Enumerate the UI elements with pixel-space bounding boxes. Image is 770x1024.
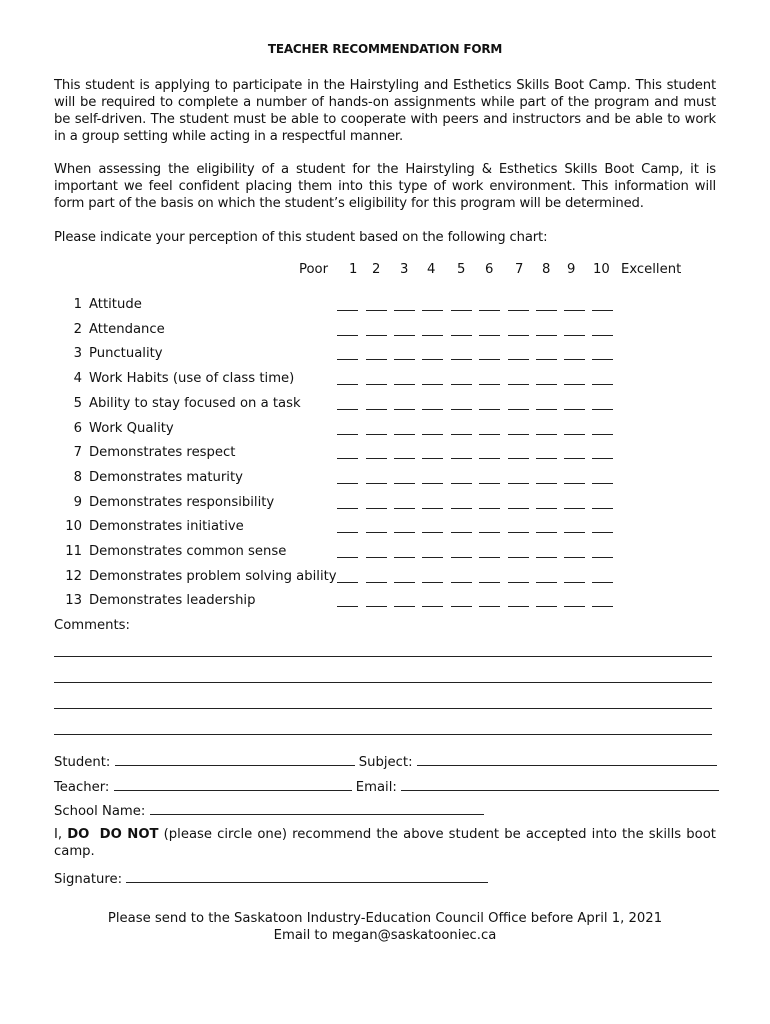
rating-blank-4[interactable] (422, 310, 443, 311)
eligibility-paragraph: When assessing the eligibility of a student for the Hairstyling & Esthetics Skills Boot Camp, it is important we feel confident placing them into this type of work environment. This information will form part of the basis on which the student’s eligibility for this program will be determined. (54, 162, 716, 211)
criterion-number: 8 (73, 469, 82, 485)
rating-blank-1[interactable] (337, 458, 358, 459)
scale-number-6: 6 (485, 262, 494, 277)
scale-number-4: 4 (427, 262, 436, 277)
rating-blank-5[interactable] (451, 532, 472, 533)
rating-blank-3[interactable] (394, 532, 415, 533)
rating-blank-5[interactable] (451, 458, 472, 459)
rating-blank-3[interactable] (394, 557, 415, 558)
rating-blank-3[interactable] (394, 582, 415, 583)
scale-number-2: 2 (372, 262, 381, 277)
scale-number-3: 3 (400, 262, 409, 277)
comments-label: Comments: (54, 618, 130, 633)
rating-blank-10[interactable] (592, 532, 613, 533)
rating-blank-5[interactable] (451, 483, 472, 484)
rating-blank-10[interactable] (592, 483, 613, 484)
rating-blank-7[interactable] (508, 532, 529, 533)
rating-blank-8[interactable] (536, 557, 557, 558)
rating-blank-6[interactable] (479, 508, 500, 509)
signature-row (54, 870, 488, 888)
rating-blank-2[interactable] (366, 532, 387, 533)
student-subject-row (54, 753, 717, 771)
rating-row (0, 593, 770, 613)
rating-blank-4[interactable] (422, 409, 443, 410)
rating-blank-9[interactable] (564, 359, 585, 360)
rating-blank-6[interactable] (479, 458, 500, 459)
rating-blank-4[interactable] (422, 508, 443, 509)
rating-row (0, 322, 770, 342)
intro-paragraph: This student is applying to participate in the Hairstyling and Esthetics Skills Boot Camp. This student will be required to complete a number of hands-on assignments while part of the program and must be self-driven. The student must be able to cooperate with peers and instructors and be able to work in a group setting while acting in a respectful manner. (54, 78, 716, 144)
criterion-label: Demonstrates common sense (89, 544, 287, 559)
criterion-number: 13 (65, 593, 82, 609)
rating-blank-6[interactable] (479, 409, 500, 410)
criterion-number: 1 (73, 297, 82, 312)
rating-blank-1[interactable] (337, 483, 358, 484)
rating-blank-4[interactable] (422, 458, 443, 459)
scale-high-label: Excellent (621, 262, 682, 277)
rating-blank-8[interactable] (536, 409, 557, 410)
comment-line[interactable] (54, 656, 712, 657)
rating-blank-10[interactable] (592, 384, 613, 385)
rating-blank-2[interactable] (366, 359, 387, 360)
rating-blank-3[interactable] (394, 483, 415, 484)
rating-blank-8[interactable] (536, 508, 557, 509)
rating-blank-2[interactable] (366, 384, 387, 385)
rating-blank-8[interactable] (536, 483, 557, 484)
criterion-label: Demonstrates initiative (89, 519, 244, 535)
comment-line[interactable] (54, 682, 712, 683)
criterion-label: Work Quality (89, 420, 174, 436)
signature-label: Signature: (54, 872, 123, 887)
rating-blank-4[interactable] (422, 582, 443, 583)
rating-blank-5[interactable] (451, 582, 472, 583)
scale-number-8: 8 (542, 262, 551, 277)
rating-blank-8[interactable] (536, 384, 557, 385)
subject-label: Subject: (358, 755, 413, 770)
rating-blank-6[interactable] (479, 384, 500, 385)
rating-row (0, 346, 770, 366)
rating-blank-8[interactable] (536, 582, 557, 583)
option-do[interactable]: DO (67, 827, 90, 842)
student-field[interactable] (115, 753, 355, 766)
rating-blank-6[interactable] (479, 335, 500, 336)
criterion-number: 2 (73, 321, 82, 337)
rating-blank-8[interactable] (536, 606, 557, 607)
rating-blank-7[interactable] (508, 508, 529, 509)
rating-blank-10[interactable] (592, 508, 613, 509)
rating-blank-3[interactable] (394, 409, 415, 410)
rating-blank-4[interactable] (422, 335, 443, 336)
rating-blank-3[interactable] (394, 508, 415, 509)
school-name-field[interactable] (150, 802, 484, 815)
rating-blank-4[interactable] (422, 606, 443, 607)
rating-blank-5[interactable] (451, 359, 472, 360)
rating-blank-8[interactable] (536, 434, 557, 435)
rating-blank-9[interactable] (564, 532, 585, 533)
rating-blank-9[interactable] (564, 483, 585, 484)
comment-line[interactable] (54, 734, 712, 735)
rating-blank-10[interactable] (592, 434, 613, 435)
rating-blank-6[interactable] (479, 359, 500, 360)
rating-blank-2[interactable] (366, 434, 387, 435)
rating-blank-3[interactable] (394, 359, 415, 360)
option-do-not[interactable]: DO NOT (99, 827, 159, 842)
rating-row (0, 371, 770, 391)
rating-blank-5[interactable] (451, 335, 472, 336)
rating-blank-6[interactable] (479, 557, 500, 558)
scale-number-10: 10 (593, 262, 610, 277)
rating-blank-4[interactable] (422, 384, 443, 385)
rating-blank-10[interactable] (592, 335, 613, 336)
rating-blank-2[interactable] (366, 483, 387, 484)
rating-blank-9[interactable] (564, 458, 585, 459)
criterion-label: Attitude (89, 297, 142, 312)
rating-blank-1[interactable] (337, 384, 358, 385)
rating-blank-3[interactable] (394, 434, 415, 435)
rating-blank-7[interactable] (508, 310, 529, 311)
criterion-label: Ability to stay focused on a task (89, 395, 301, 411)
rating-blank-8[interactable] (536, 458, 557, 459)
rating-blank-1[interactable] (337, 606, 358, 607)
scale-number-9: 9 (567, 262, 576, 277)
rating-blank-1[interactable] (337, 434, 358, 435)
rating-blank-7[interactable] (508, 409, 529, 410)
rating-row (0, 544, 770, 564)
rating-blank-1[interactable] (337, 409, 358, 410)
rating-blank-10[interactable] (592, 310, 613, 311)
rating-blank-1[interactable] (337, 508, 358, 509)
rating-blank-5[interactable] (451, 409, 472, 410)
rating-blank-9[interactable] (564, 384, 585, 385)
recommendation-statement (54, 826, 716, 860)
rating-blank-2[interactable] (366, 409, 387, 410)
rating-scale-header (0, 262, 770, 280)
criterion-label: Demonstrates problem solving ability (89, 568, 337, 584)
rating-blank-2[interactable] (366, 582, 387, 583)
rating-blank-4[interactable] (422, 483, 443, 484)
rating-blank-9[interactable] (564, 557, 585, 558)
rating-blank-2[interactable] (366, 557, 387, 558)
criterion-number: 5 (73, 395, 82, 411)
rating-blank-3[interactable] (394, 310, 415, 311)
rating-blank-5[interactable] (451, 557, 472, 558)
rating-blank-9[interactable] (564, 335, 585, 336)
criterion-label: Demonstrates leadership (89, 593, 256, 609)
rating-blank-2[interactable] (366, 458, 387, 459)
rating-row (0, 445, 770, 465)
teacher-label: Teacher: (54, 780, 110, 795)
rating-blank-9[interactable] (564, 582, 585, 583)
recommend-prefix: I, (54, 827, 68, 842)
rating-blank-4[interactable] (422, 557, 443, 558)
criterion-label: Demonstrates maturity (89, 469, 243, 485)
signature-field[interactable] (126, 870, 488, 883)
footer-instructions: Please send to the Saskatoon Industry-Education Council Office before April 1, 2021 (107, 911, 663, 926)
rating-blank-6[interactable] (479, 532, 500, 533)
criterion-number: 12 (65, 568, 82, 584)
rating-blank-6[interactable] (479, 310, 500, 311)
rating-blank-1[interactable] (337, 310, 358, 311)
rating-row (0, 519, 770, 539)
rating-blank-10[interactable] (592, 582, 613, 583)
rating-blank-2[interactable] (366, 606, 387, 607)
rating-blank-7[interactable] (508, 483, 529, 484)
rating-blank-1[interactable] (337, 582, 358, 583)
footer-email: Email to megan@saskatooniec.ca (273, 928, 497, 943)
student-label: Student: (54, 755, 111, 770)
rating-blank-7[interactable] (508, 458, 529, 459)
rating-blank-5[interactable] (451, 508, 472, 509)
rating-blank-5[interactable] (451, 606, 472, 607)
form-title: TEACHER RECOMMENDATION FORM (267, 42, 503, 56)
criterion-label: Work Habits (use of class time) (89, 371, 295, 387)
email-field[interactable] (401, 778, 719, 791)
rating-blank-9[interactable] (564, 434, 585, 435)
rating-blank-10[interactable] (592, 359, 613, 360)
email-label: Email: (355, 780, 397, 795)
criterion-number: 6 (73, 420, 82, 436)
rating-blank-7[interactable] (508, 335, 529, 336)
rating-blank-7[interactable] (508, 359, 529, 360)
rating-row (0, 421, 770, 441)
rating-blank-2[interactable] (366, 508, 387, 509)
scale-number-1: 1 (349, 262, 358, 277)
rating-blank-3[interactable] (394, 384, 415, 385)
rating-blank-6[interactable] (479, 582, 500, 583)
rating-blank-2[interactable] (366, 310, 387, 311)
rating-row (0, 396, 770, 416)
criterion-number: 9 (73, 494, 82, 510)
criterion-number: 10 (65, 519, 82, 535)
rating-blank-7[interactable] (508, 384, 529, 385)
rating-blank-9[interactable] (564, 508, 585, 509)
rating-blank-8[interactable] (536, 335, 557, 336)
rating-blank-6[interactable] (479, 434, 500, 435)
recommend-suffix: (please circle one) recommend the above student be accepted into the skills boot camp. (54, 827, 716, 859)
rating-blank-1[interactable] (337, 359, 358, 360)
rating-blank-5[interactable] (451, 384, 472, 385)
teacher-email-row (54, 778, 719, 796)
rating-blank-10[interactable] (592, 458, 613, 459)
rating-blank-9[interactable] (564, 409, 585, 410)
rating-row (0, 470, 770, 490)
rating-row (0, 297, 770, 317)
criterion-number: 3 (73, 346, 82, 362)
subject-field[interactable] (417, 753, 717, 766)
rating-blank-4[interactable] (422, 359, 443, 360)
rating-blank-7[interactable] (508, 606, 529, 607)
rating-blank-8[interactable] (536, 310, 557, 311)
criterion-label: Punctuality (89, 346, 163, 362)
rating-blank-10[interactable] (592, 409, 613, 410)
rating-blank-10[interactable] (592, 606, 613, 607)
rating-blank-3[interactable] (394, 335, 415, 336)
rating-blank-6[interactable] (479, 483, 500, 484)
rating-blank-8[interactable] (536, 532, 557, 533)
rating-blank-5[interactable] (451, 310, 472, 311)
rating-blank-7[interactable] (508, 434, 529, 435)
school-name-row (54, 802, 484, 820)
chart-instructions: Please indicate your perception of this student based on the following chart: (54, 230, 548, 245)
criterion-label: Demonstrates respect (89, 445, 236, 461)
rating-blank-7[interactable] (508, 582, 529, 583)
criterion-number: 7 (73, 445, 82, 461)
rating-blank-9[interactable] (564, 606, 585, 607)
rating-blank-3[interactable] (394, 458, 415, 459)
criterion-label: Demonstrates responsibility (89, 494, 275, 510)
rating-blank-4[interactable] (422, 434, 443, 435)
scale-number-7: 7 (515, 262, 524, 277)
rating-row (0, 569, 770, 589)
rating-blank-6[interactable] (479, 606, 500, 607)
rating-blank-2[interactable] (366, 335, 387, 336)
rating-blank-4[interactable] (422, 532, 443, 533)
rating-blank-7[interactable] (508, 557, 529, 558)
comment-line[interactable] (54, 708, 712, 709)
rating-blank-5[interactable] (451, 434, 472, 435)
scale-low-label: Poor (299, 262, 329, 277)
criterion-number: 11 (65, 544, 82, 559)
rating-row (0, 495, 770, 515)
rating-blank-1[interactable] (337, 335, 358, 336)
criterion-number: 4 (73, 371, 82, 387)
rating-blank-9[interactable] (564, 310, 585, 311)
rating-blank-8[interactable] (536, 359, 557, 360)
scale-number-5: 5 (457, 262, 466, 277)
rating-blank-3[interactable] (394, 606, 415, 607)
rating-blank-1[interactable] (337, 557, 358, 558)
criterion-label: Attendance (89, 321, 165, 337)
school-name-label: School Name: (54, 804, 146, 819)
rating-blank-10[interactable] (592, 557, 613, 558)
teacher-field[interactable] (114, 778, 352, 791)
rating-blank-1[interactable] (337, 532, 358, 533)
